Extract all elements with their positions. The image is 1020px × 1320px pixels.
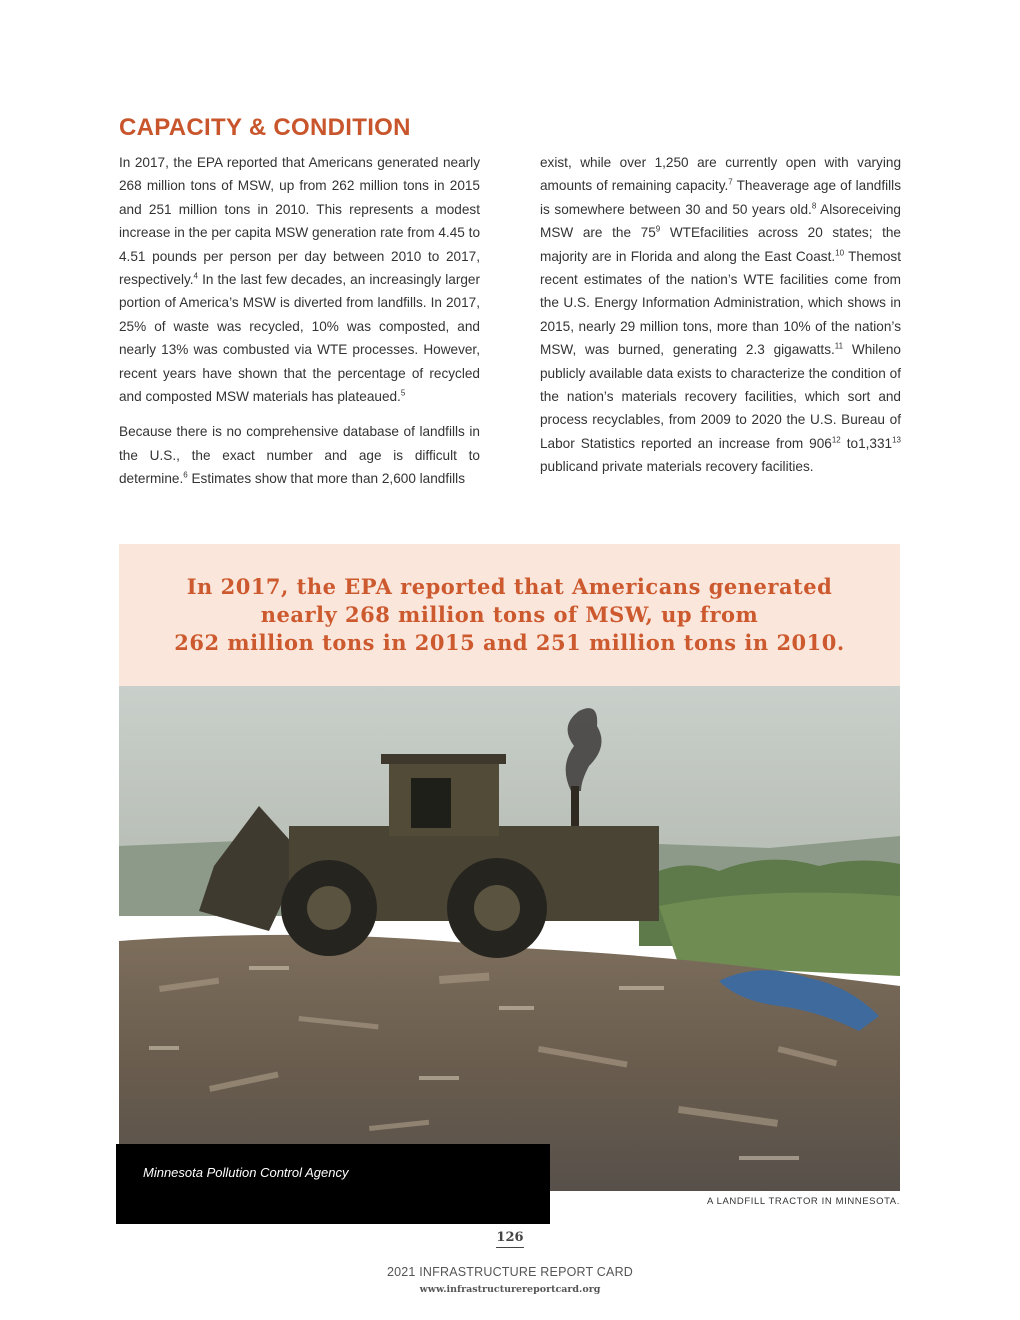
pull-quote-line: nearly 268 million tons of MSW, up from [260,602,759,627]
pull-quote-text [174,573,844,657]
footnote-ref[interactable]: 13 [892,435,901,445]
body-paragraph-2-continued: exist, while over 1,250 are currently open with varying amounts of remaining capacity.$^7$ Theaverage age of landfills is somewhere between 30 and 50 years old.$^8$ Alsoreceiving MSW are the $75^9$ WTEfacilities across 20 states; the majority are in Florida and along the East Coast.$^{10}$ Themost recent estimates of the nation’s WTE facilities come from the U.S. Energy Information Administration, which shows in 2015, nearly 29 million tons, more than 10% of the nation’s MSW, was burned, generating 2.3 gigawatts.$^{11}$ Whileno publicly available data exists to characterize the condition of the nation’s materials recovery facilities, which sort and process recyclables, from 2009 to 2020 the U.S. Bureau of Labor Statistics reported an increase from $906^{12}$ to1,331$^{13}$ publicand private materials recovery facilities. [540,155,901,475]
footnote-ref[interactable]: 8 [811,201,817,211]
footnote-ref[interactable]: 11 [834,341,844,351]
tractor-exhaust [571,786,579,826]
footnote-ref[interactable]: 7 [728,177,733,187]
body-column-right [540,151,901,491]
footnote-ref[interactable]: 10 [835,248,845,258]
section-heading: CAPACITY & CONDITION [119,114,411,141]
page-number: 126 [0,1230,1020,1245]
pull-quote-line: In 2017, the EPA reported that Americans generated [186,574,833,599]
footnote-ref[interactable]: 4 [193,271,198,281]
tractor-hub-front [307,886,351,930]
body-paragraph-1: In 2017, the EPA reported that Americans generated nearly 268 million tons of MSW, up from 262 million tons in 2015 and 251 million tons in 2010. This represents a modest increase in the per capita MSW generation rate from 4.45 to 4.51 pounds per person per day between 2010 to 2017, respectively.$^4$ In the last few decades, an increasingly larger portion of America’s MSW is diverted from landfills. In 2017, 25% of waste was recycled, 10% was composted, and nearly 13% was combusted via WTE processes. However, recent years have shown that the percentage of recycled and composted MSW materials has plateaued.$^5$ [119,155,480,405]
footnote-ref[interactable]: 6 [183,470,188,480]
pull-quote [119,544,900,686]
footer-title: 2021 INFRASTRUCTURE REPORT CARD [386,1265,634,1279]
footer-url[interactable]: www.infrastructurereportcard.org [419,1284,601,1295]
tractor-hub-rear [474,885,520,931]
pull-quote-line: 262 million tons in 2015 and 251 million tons in 2010. [174,630,845,655]
tractor-roof [381,754,506,764]
footnote-ref[interactable]: 5 [400,388,406,398]
photo-caption: A LANDFILL TRACTOR IN MINNESOTA. [706,1196,900,1207]
photo-credit: Minnesota Pollution Control Agency [143,1165,349,1180]
footnote-ref[interactable]: 9 [655,224,661,234]
tractor-window [411,778,451,828]
photo-illustration [119,686,900,1191]
footnote-ref[interactable]: 12 [831,435,841,445]
photo-credit-box [116,1144,550,1224]
landfill-tractor-photo [119,686,900,1191]
body-paragraph-2: Because there is no comprehensive database of landfills in the U.S., the exact number and age is difficult to determine.$^6$ Estimates show that more than 2,600 landfills [119,424,480,487]
body-column-left [119,151,480,503]
